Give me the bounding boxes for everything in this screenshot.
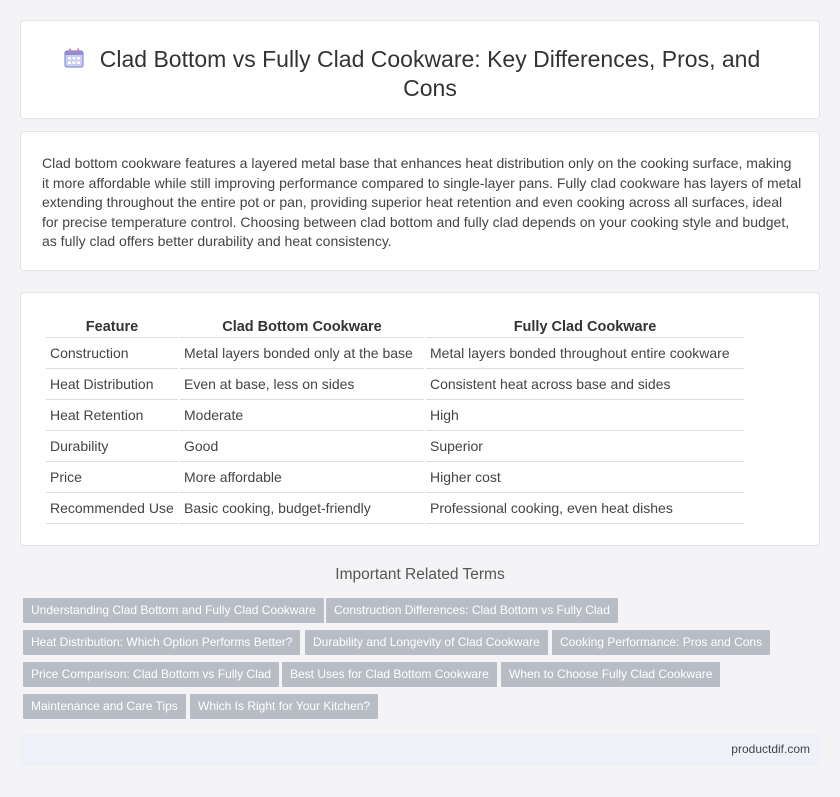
- table-cell-clad-bottom: Good: [180, 431, 424, 462]
- table-cell-clad-bottom: More affordable: [180, 462, 424, 493]
- title-row: [21, 21, 819, 118]
- table-cell-clad-bottom: Moderate: [180, 400, 424, 431]
- table-cell-feature: Price: [46, 462, 178, 493]
- footer-site-name[interactable]: productdif.com: [731, 742, 810, 756]
- table-cell-fully-clad: Superior: [426, 431, 744, 462]
- comparison-card: [20, 292, 820, 546]
- table-cell-feature: Durability: [46, 431, 178, 462]
- table-cell-fully-clad: High: [426, 400, 744, 431]
- related-term-tag[interactable]: Construction Differences: Clad Bottom vs Fully Clad: [326, 598, 618, 623]
- table-row: [46, 338, 744, 369]
- related-term-tag[interactable]: Understanding Clad Bottom and Fully Clad Cookware: [23, 598, 324, 623]
- table-row: [46, 400, 744, 431]
- table-cell-clad-bottom: Metal layers bonded only at the base: [180, 338, 424, 369]
- table-row: [46, 369, 744, 400]
- column-header-feature: Feature: [46, 317, 178, 338]
- column-header-clad-bottom: Clad Bottom Cookware: [180, 317, 424, 338]
- related-term-tag[interactable]: Maintenance and Care Tips: [23, 694, 186, 719]
- header-card: [20, 20, 820, 119]
- table-header-row: [46, 317, 744, 338]
- table-cell-clad-bottom: Even at base, less on sides: [180, 369, 424, 400]
- footer: [20, 734, 820, 766]
- table-cell-fully-clad: Consistent heat across base and sides: [426, 369, 744, 400]
- table-row: [46, 493, 744, 524]
- summary-card: [20, 131, 820, 271]
- related-term-tag[interactable]: Which Is Right for Your Kitchen?: [190, 694, 378, 719]
- page-title: Clad Bottom vs Fully Clad Cookware: Key Differences, Pros, and Cons: [99, 46, 761, 101]
- comparison-table: [44, 317, 746, 524]
- table-cell-fully-clad: Professional cooking, even heat dishes: [426, 493, 744, 524]
- table-cell-clad-bottom: Basic cooking, budget-friendly: [180, 493, 424, 524]
- related-term-tag[interactable]: Price Comparison: Clad Bottom vs Fully Clad: [23, 662, 279, 687]
- table-cell-fully-clad: Metal layers bonded throughout entire cookware: [426, 338, 744, 369]
- table-cell-feature: Heat Distribution: [46, 369, 178, 400]
- table-cell-fully-clad: Higher cost: [426, 462, 744, 493]
- column-header-fully-clad: Fully Clad Cookware: [426, 317, 744, 338]
- table-cell-feature: Construction: [46, 338, 178, 369]
- related-term-tag[interactable]: When to Choose Fully Clad Cookware: [501, 662, 720, 687]
- related-term-tag[interactable]: Heat Distribution: Which Option Performs Better?: [23, 630, 300, 655]
- related-term-tag[interactable]: Best Uses for Clad Bottom Cookware: [282, 662, 497, 687]
- table-cell-feature: Heat Retention: [46, 400, 178, 431]
- calendar-icon: [63, 47, 85, 69]
- related-term-tag[interactable]: Durability and Longevity of Clad Cookware: [305, 630, 548, 655]
- table-row: [46, 462, 744, 493]
- table-row: [46, 431, 744, 462]
- table-cell-feature: Recommended Use: [46, 493, 178, 524]
- related-term-tag[interactable]: Cooking Performance: Pros and Cons: [552, 630, 770, 655]
- related-terms-title: Important Related Terms: [335, 566, 505, 583]
- summary-text: Clad bottom cookware features a layered metal base that enhances heat distribution only on the cooking surface, making it more affordable while still improving performance compared to single-layer pans. Fully clad cookware has layers of metal extending throughout the entire pot or pan, providing superior heat retention and even cooking across all surfaces, ideal for precise temperature control. Choosing between clad bottom and fully clad depends on your cooking style and budget, as fully clad offers better durability and heat consistency.: [42, 155, 802, 249]
